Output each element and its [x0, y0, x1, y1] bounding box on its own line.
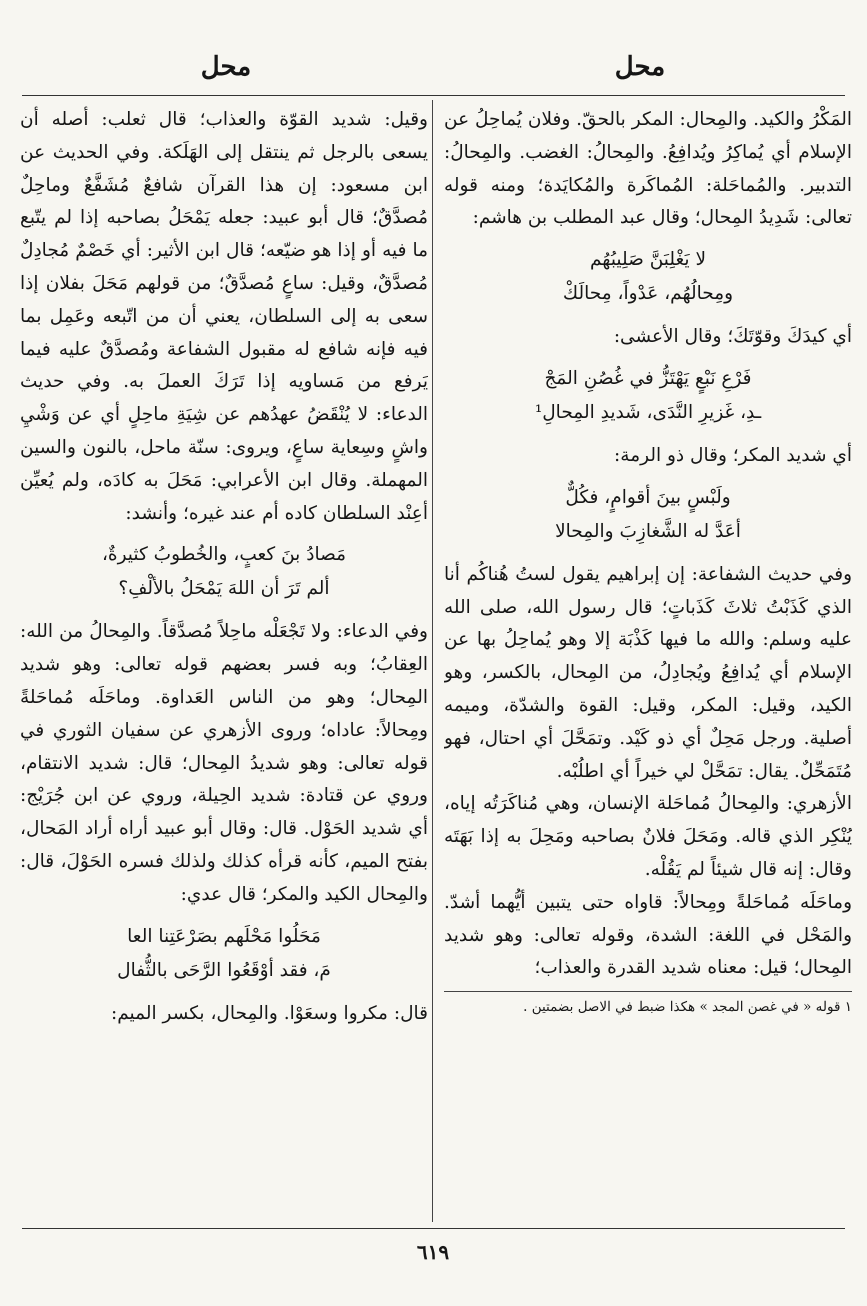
- verse-line: مَ، فقد أوْقَعُوا الرَّحَى بالثُّفال: [117, 959, 331, 981]
- paragraph: أي شديد المكر؛ وقال ذو الرمة:: [614, 444, 852, 466]
- verse-line: ألم تَرَ أن اللهَ يَمْحَلُ بالألْفِ؟: [118, 578, 330, 600]
- verse-line: ـدِ، غَزيرِ النَّدَى، شَديدِ المِحالِ¹: [534, 401, 762, 423]
- page-number: ٦١٩: [416, 1240, 450, 1264]
- footer-rule: [22, 1228, 845, 1229]
- left-column: [20, 104, 428, 1214]
- verse-masad: [20, 538, 428, 606]
- paragraph: المَكْرُ والكيد. والمِحال: المكر بالحقّ. وفلان يُماحِلُ عن الإسلام أي يُماكِرُ ويُدافِعُ. والمِحالُ: الغضب. والمِحالُ: التدبير. والمُماحَلة: المُماكَرة والمُكايَدة؛ ومنه قوله تعالى: شَدِيدُ المِحال؛ وقال عبد المطلب بن هاشم:: [444, 109, 852, 229]
- paragraph: وقيل: شديد القوّة والعذاب؛ قال ثعلب: أصله أن يسعى بالرجل ثم ينتقل إلى الهَلَكة. وفي الحديث عن ابن مسعود: إن هذا القرآن شافعٌ مُشَفَّعٌ وماحِلٌ مُصدَّقٌ؛ قال أبو عبيد: جعله يَمْحَلُ بصاحبه إذا لم يتّبع ما فيه أو إذا هو ضيّعه؛ قال ابن الأثير: أي خَصْمٌ مُجادِلٌ مُصدَّقٌ، وقيل: ساعٍ مُصدَّقٌ؛ من قولهم مَحَلَ بفلان إذا سعى به إلى السلطان، يعني أن من اتّبعه وعَمِل بما فيه فإنه شافع له مقبول الشفاعة ومُصدَّقٌ عليه فيما يَرفع من مَساويه إذا تَرَكَ العملَ به. وفي حديث الدعاء: لا يُنْقَضُ عهدُهم عن شِيَةِ ماحِلٍ أي عن وَشْيِ واشٍ وسِعاية ساعٍ، ويروى: سنّة ماحل، بالنون والسين المهملة. وقال ابن الأعرابي: مَحَلَ به كادَه، ولم يُعيِّن أعِنْد السلطان كاده أم عند غيره؛ وأنشد:: [20, 109, 428, 524]
- verse-line: فَرْعِ نَبْعٍ يَهْتَزُّ في غُصُنِ المَجْ: [544, 367, 752, 389]
- verse-line: لا يَغْلِبَنَّ صَلِيبُهُم: [589, 249, 706, 271]
- column-divider: [432, 100, 433, 1222]
- verse-adi: [20, 920, 428, 988]
- verse-line: مَصادُ بنَ كعبٍ، والخُطوبُ كثيرةٌ،: [101, 544, 347, 566]
- paragraph: وفي الدعاء: ولا تَجْعَلْه ماحِلاً مُصدَّقاً. والمِحالُ من الله: العِقابُ؛ وبه فسر بعضهم قوله تعالى: وهو شديد المِحال؛ وهو من الناس العَداوة. وماحَلَه مُماحَلةً ومِحالاً: عاداه؛ وروى الأزهري عن سفيان الثوري في قوله تعالى: وهو شديدُ المِحال؛ قال: شديد الانتقام، وروي عن قتادة: شديد الحِيلة، وروي عن ابن جُرَيْج: أي شديد الحَوْل. قال: وقال أبو عبيد أراه أراد المَحال، بفتح الميم، كأنه قرأه كذلك ولذلك فسره الحَوْلَ، قال: والمِحال الكيد والمكر؛ قال عدي:: [20, 621, 428, 905]
- paragraph: وماحَلَه مُماحَلةً ومِحالاً: قاواه حتى يتبين أيُّهما أشدّ. والمَحْل في اللغة: الشدة، وقوله تعالى: وهو شديد المِحال؛ قيل: معناه شديد القدرة والعذاب؛: [444, 891, 852, 979]
- verse-line: ولَبْسٍ بينَ أقوامٍ، فكُلٌّ: [565, 486, 731, 508]
- footnote: ١ قوله « في غصن المجد » هكذا ضبط في الاصل بضمتين .: [523, 999, 852, 1016]
- footnote-divider: [444, 991, 852, 992]
- right-column: [444, 104, 852, 1214]
- running-headword-right: محل: [614, 52, 666, 82]
- verse-al-asha: [444, 362, 852, 430]
- verse-line: ومِحالُهُم، عَدْواً، مِحالَكْ: [562, 283, 734, 305]
- paragraph: قال: مكروا وسعَوْا. والمِحال، بكسر الميم:: [111, 1002, 428, 1024]
- verse-line: أعَدَّ له الشَّغازِبَ والمِحالا: [555, 520, 741, 542]
- verse-dhu-al-rumma: [444, 481, 852, 549]
- verse-line: مَحَلُوا مَحْلَهم بصَرْعَتِنا العا: [127, 925, 321, 947]
- header-rule: [22, 95, 845, 96]
- running-headword-left: محل: [200, 52, 252, 82]
- paragraph: أي كيدَكَ وقوّتَكَ؛ وقال الأعشى:: [613, 326, 852, 348]
- verse-abd-al-muttalib: [444, 243, 852, 311]
- paragraph: الأزهري: والمِحالُ مُماحَلة الإنسان، وهي مُناكَرَتُه إياه، يُنْكِر الذي قاله. ومَحَلَ فلانٌ بصاحبه ومَحِلَ به إذا بَهَتَه وقال: إنه قال شيئاً لم يَقُلْه.: [444, 793, 852, 880]
- paragraph: وفي حديث الشفاعة: إن إبراهيم يقول لستُ هُناكُم أنا الذي كَذَبْتُ ثلاثَ كَذَباتٍ؛ قال رسول الله، صلى الله عليه وسلم: والله ما فيها كَذْبَة إلا وهو يُماحِلُ بها عن الإسلام أي يُدافِعُ ويُجادِلُ، من المِحال، بالكسر، وهو الكيد، وقيل: المكر، وقيل: القوة والشدّة، وميمه أصلية. ورجل مَحِلٌ أي ذو كَيْد. وتمَحَّلَ أي احتال، فهو مُتَمَحِّلٌ. يقال: تمَحَّلْ لي خيراً أي اطلُبْه.: [444, 563, 852, 782]
